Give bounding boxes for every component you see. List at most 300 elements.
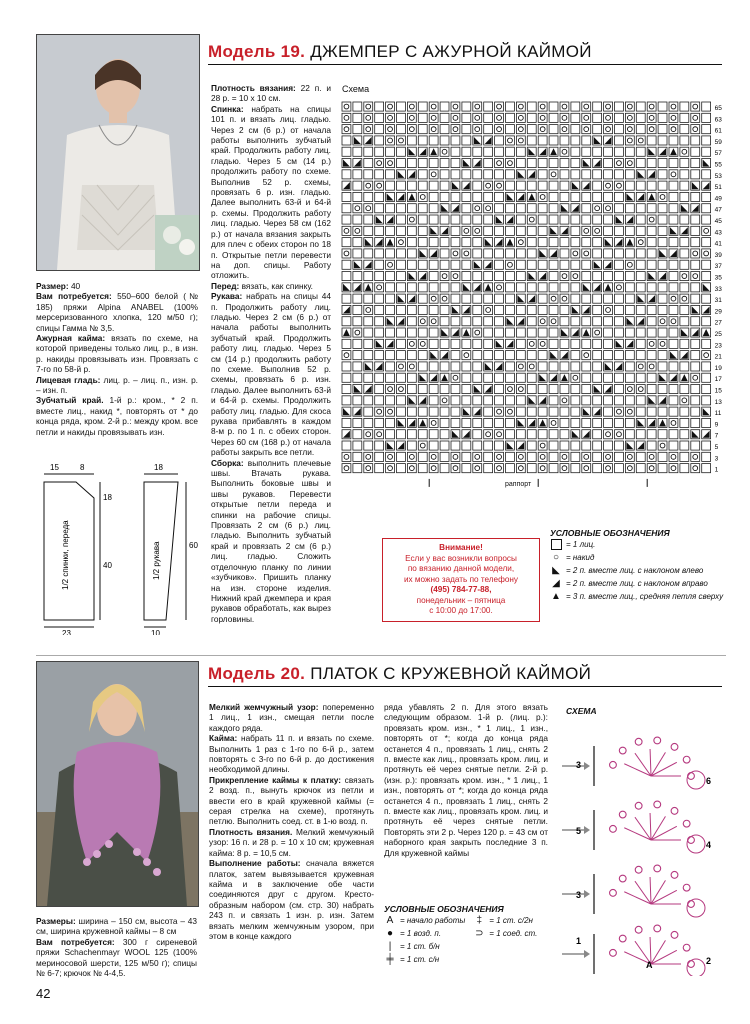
chart-cell xyxy=(658,328,667,337)
decrease-right-mark xyxy=(474,284,481,291)
yarn-over-mark xyxy=(627,466,632,471)
chart-cell xyxy=(636,136,645,145)
chart-row-label: 35 xyxy=(714,274,722,282)
chart-cell xyxy=(549,192,558,201)
chart-cell xyxy=(375,385,384,394)
decrease-right-mark xyxy=(398,193,405,200)
chart-cell xyxy=(691,351,700,360)
chart-cell xyxy=(407,249,416,258)
chart-cell xyxy=(527,328,536,337)
chart-cell xyxy=(506,147,515,156)
m20-legend-left-symbol-0: A xyxy=(386,915,394,926)
chart-cell xyxy=(560,192,569,201)
m19-mid-label-0: Плотность вязания: xyxy=(211,83,296,93)
chart-cell xyxy=(625,362,634,371)
chart-cell xyxy=(702,385,711,394)
decrease-left-mark xyxy=(692,306,699,313)
chart-cell xyxy=(484,226,493,235)
chart-cell xyxy=(636,159,645,168)
chart-cell xyxy=(418,181,427,190)
chart-cell xyxy=(691,249,700,258)
yarn-over-mark xyxy=(693,251,698,256)
chart-cell xyxy=(462,362,471,371)
notice-line-2: по вязанию данной модели, xyxy=(407,564,515,573)
yarn-over-mark xyxy=(475,104,480,109)
m19-mid-text-2: вязать, как спинку. xyxy=(239,280,313,291)
m20-legend-left-text-3: = 1 ст. с/н xyxy=(400,955,440,964)
chart-cell xyxy=(364,159,373,168)
m19-left-text-0: 40 xyxy=(68,281,81,291)
chart-row-label: 13 xyxy=(714,398,722,406)
chart-cell xyxy=(440,260,449,269)
chart-cell xyxy=(527,317,536,326)
chart-cell xyxy=(516,181,525,190)
chart-cell xyxy=(495,113,504,122)
m20-col1-paragraph-1 xyxy=(209,733,374,775)
chart-cell xyxy=(549,272,558,281)
chart-cell xyxy=(636,147,645,156)
chart-cell xyxy=(495,159,504,168)
chart-cell xyxy=(429,102,438,111)
chart-cell xyxy=(342,362,351,371)
yarn-over-mark xyxy=(366,308,371,313)
chart-cell xyxy=(615,226,624,235)
yarn-over-mark xyxy=(693,274,698,279)
chart-cell xyxy=(680,238,689,247)
decrease-left-mark xyxy=(474,261,481,268)
chart-cell xyxy=(375,102,384,111)
tri-left-icon: ◣ xyxy=(552,565,560,576)
chart-cell xyxy=(495,407,504,416)
chart-cell xyxy=(342,418,351,427)
chart-cell xyxy=(495,181,504,190)
chart-cell xyxy=(647,430,656,439)
decrease-left-mark xyxy=(452,182,459,189)
chart-cell xyxy=(549,362,558,371)
chart-cell xyxy=(429,418,438,427)
chart-cell xyxy=(593,272,602,281)
yarn-over-mark xyxy=(420,443,425,448)
chart-cell xyxy=(604,147,613,156)
chain-stitch-loop xyxy=(610,889,617,896)
chart-cell xyxy=(418,294,427,303)
yarn-over-mark xyxy=(453,466,458,471)
chart-cell xyxy=(604,249,613,258)
yarn-over-mark xyxy=(388,262,393,267)
decrease-left-mark xyxy=(605,363,612,370)
chart-cell xyxy=(473,396,482,405)
chart-cell xyxy=(397,430,406,439)
chart-cell xyxy=(407,136,416,145)
chart-cell xyxy=(353,226,362,235)
chart-cell xyxy=(440,339,449,348)
model19-title: ДЖЕМПЕР С АЖУРНОЙ КАЙМОЙ xyxy=(310,42,592,61)
chart-cell xyxy=(342,136,351,145)
chart-cell xyxy=(495,204,504,213)
chart-cell xyxy=(484,204,493,213)
chain-stitch-loop xyxy=(688,961,695,968)
chart-cell xyxy=(516,204,525,213)
chart-row-label: 7 xyxy=(714,432,719,440)
chain-stitch-loop xyxy=(683,944,690,951)
chart-cell xyxy=(516,305,525,314)
chart-cell xyxy=(615,452,624,461)
chart-cell xyxy=(604,452,613,461)
chart-cell xyxy=(429,464,438,473)
chart-row-label: 47 xyxy=(714,206,722,214)
chart-cell xyxy=(440,113,449,122)
chart-cell xyxy=(418,452,427,461)
yarn-over-mark xyxy=(693,104,698,109)
chart-cell xyxy=(473,339,482,348)
chart-cell xyxy=(516,430,525,439)
chart-cell xyxy=(604,272,613,281)
m19-left-text-1: 550–600 белой (№ 185) пряжи Alpina ANABEL (100% мерсеризованного хлопка, 120 м/50 г); спицы Гамма № 3,5. xyxy=(36,291,198,333)
decrease-left-mark xyxy=(343,284,350,291)
chart-cell xyxy=(593,396,602,405)
chart-cell xyxy=(625,136,634,145)
yarn-over-mark xyxy=(486,308,491,313)
decrease-right-mark xyxy=(550,374,557,381)
chart-cell xyxy=(506,430,515,439)
chart-cell xyxy=(658,452,667,461)
chart-cell xyxy=(647,328,656,337)
chart-cell xyxy=(571,317,580,326)
chart-cell xyxy=(451,385,460,394)
chart-cell xyxy=(527,159,536,168)
chart-cell xyxy=(538,441,547,450)
yarn-over-mark xyxy=(660,195,665,200)
chart-cell xyxy=(669,215,678,224)
chart-cell xyxy=(636,464,645,473)
chart-cell xyxy=(473,249,482,258)
chart-cell xyxy=(625,407,634,416)
decrease-left-mark xyxy=(692,431,699,438)
chart-cell xyxy=(702,113,711,122)
chart-cell xyxy=(516,385,525,394)
chart-cell xyxy=(636,272,645,281)
chart-cell xyxy=(571,283,580,292)
yarn-over-mark xyxy=(617,183,622,188)
chart-cell xyxy=(495,373,504,382)
chart-cell xyxy=(625,418,634,427)
chart-cell xyxy=(538,464,547,473)
legend-item-0 xyxy=(550,538,726,551)
m19-mid-text-4: выполнить плечевые швы. Втачать рукава. Выполнить боковые швы и швы рукавов. Перевести открытые петли переда и спинки на рабочие спицы. Провязать 2 см (6 р.) лиц. гладью. Выполнить зубчатый край и провязать 2 см (6 р.) лиц. гладью. Сложить отделочную планку по линии «зубчиков». Пришить планку на изн. стороне изделия. Нижний край джемпера и края рукавов обработать, как вырез горловины. xyxy=(211,457,331,624)
yarn-over-mark xyxy=(431,296,436,301)
chart-cell xyxy=(342,249,351,258)
model19-left-text xyxy=(36,281,198,437)
chart-cell xyxy=(669,283,678,292)
chart-cell xyxy=(364,305,373,314)
chart-cell xyxy=(516,362,525,371)
tri-right-icon: ◢ xyxy=(552,578,560,589)
chart-cell xyxy=(484,272,493,281)
chart-cell xyxy=(582,441,591,450)
chart-cell xyxy=(386,328,395,337)
chart-cell xyxy=(462,373,471,382)
m19-left-label-1: Вам потребуется: xyxy=(36,291,112,302)
chart-cell xyxy=(462,441,471,450)
chart-row-label: 65 xyxy=(714,105,722,112)
chart-cell xyxy=(593,125,602,134)
decrease-right-mark xyxy=(441,227,448,234)
chart-cell xyxy=(593,170,602,179)
decrease-right-mark xyxy=(474,160,481,167)
chart-cell xyxy=(680,102,689,111)
chart-cell xyxy=(669,396,678,405)
chart-cell xyxy=(462,204,471,213)
decrease-right-mark xyxy=(703,182,710,189)
model20-legend xyxy=(384,904,554,966)
chart-cell xyxy=(516,113,525,122)
chart-cell xyxy=(484,407,493,416)
chart-cell xyxy=(495,351,504,360)
yarn-over-mark xyxy=(671,319,676,324)
decrease-left-mark xyxy=(583,408,590,415)
decrease-left-mark xyxy=(670,352,677,359)
yarn-over-mark xyxy=(584,104,589,109)
yarn-over-mark xyxy=(638,138,643,143)
chart-cell xyxy=(440,272,449,281)
chart-cell xyxy=(680,215,689,224)
decrease-left-mark xyxy=(343,160,350,167)
decrease-right-mark xyxy=(528,171,535,178)
chart-cell xyxy=(473,181,482,190)
chart-cell xyxy=(484,317,493,326)
chart-cell xyxy=(669,260,678,269)
chart-cell xyxy=(538,204,547,213)
chart-cell xyxy=(484,249,493,258)
yarn-over-mark xyxy=(584,228,589,233)
chart-cell xyxy=(506,102,515,111)
chart-cell xyxy=(462,339,471,348)
chart-cell xyxy=(386,362,395,371)
chart-row-label: 39 xyxy=(714,251,722,259)
chart-cell xyxy=(647,113,656,122)
chart-cell xyxy=(386,418,395,427)
yarn-over-mark xyxy=(431,127,436,132)
chart-cell xyxy=(658,407,667,416)
chart-cell xyxy=(418,136,427,145)
chart-cell xyxy=(462,192,471,201)
chart-cell xyxy=(538,102,547,111)
decrease-left-mark xyxy=(441,205,448,212)
chart-cell xyxy=(397,147,406,156)
chart-cell xyxy=(429,113,438,122)
yarn-over-mark xyxy=(377,183,382,188)
dim-top-right: 8 xyxy=(80,463,85,472)
decrease-right-mark xyxy=(387,216,394,223)
chart-cell xyxy=(375,407,384,416)
chart-cell xyxy=(407,373,416,382)
chart-cell xyxy=(549,385,558,394)
decrease-right-mark xyxy=(572,205,579,212)
yarn-over-mark xyxy=(399,240,404,245)
chart-cell xyxy=(397,452,406,461)
chart-cell xyxy=(560,452,569,461)
yarn-over-mark xyxy=(366,466,371,471)
tri-up-icon: ▲ xyxy=(551,591,561,602)
chart-cell xyxy=(418,159,427,168)
decrease-right-mark xyxy=(376,363,383,370)
chart-cell xyxy=(691,159,700,168)
chart-cell xyxy=(375,204,384,213)
chart-cell xyxy=(397,407,406,416)
chart-cell xyxy=(604,181,613,190)
gray-arrow-icon xyxy=(584,826,590,834)
yarn-over-mark xyxy=(518,364,523,369)
chart-cell xyxy=(440,102,449,111)
yarn-over-mark xyxy=(464,228,469,233)
m20-legend-right-item-1 xyxy=(473,927,537,940)
picot-loop xyxy=(687,835,705,853)
chart-cell xyxy=(538,226,547,235)
chart-cell xyxy=(418,283,427,292)
m20-col1-label-1: Кайма: xyxy=(209,733,238,744)
yarn-over-mark xyxy=(431,421,436,426)
yarn-over-mark xyxy=(518,466,523,471)
chart-cell xyxy=(549,441,558,450)
yarn-over-mark xyxy=(562,127,567,132)
chart-cell xyxy=(451,102,460,111)
decrease-left-mark xyxy=(354,137,361,144)
chart-cell xyxy=(571,260,580,269)
chart-cell xyxy=(615,102,624,111)
decrease-right-mark xyxy=(583,306,590,313)
chart-cell xyxy=(364,351,373,360)
double-crochet-ray xyxy=(650,749,651,776)
decrease-left-mark xyxy=(681,205,688,212)
yarn-over-mark xyxy=(649,104,654,109)
chart-cell xyxy=(636,181,645,190)
decrease-right-mark xyxy=(561,352,568,359)
chart-cell xyxy=(516,464,525,473)
m20-col1-paragraph-4 xyxy=(209,858,374,941)
chart-cell xyxy=(702,170,711,179)
chart-cell xyxy=(549,418,558,427)
chart-cell xyxy=(375,125,384,134)
chart-cell xyxy=(386,272,395,281)
decrease-left-mark xyxy=(485,363,492,370)
chart-cell xyxy=(527,339,536,348)
chart-cell xyxy=(527,407,536,416)
chart-cell xyxy=(353,430,362,439)
chart-cell xyxy=(702,351,711,360)
yarn-over-mark xyxy=(584,454,589,459)
chart-cell xyxy=(593,204,602,213)
chart-cell xyxy=(680,362,689,371)
m20-col1-text-3: Мелкий жемчужный узор: 16 п. и 28 р. = 10 х 10 см; кружевная кайма: 8 р. = 10,5 см. xyxy=(209,826,374,858)
chart-cell xyxy=(669,238,678,247)
chart-cell xyxy=(418,317,427,326)
yarn-over-mark xyxy=(638,364,643,369)
yarn-over-mark xyxy=(475,206,480,211)
chart-cell xyxy=(549,328,558,337)
chart-cell xyxy=(615,147,624,156)
chart-cell xyxy=(440,418,449,427)
yarn-over-mark xyxy=(595,206,600,211)
chart-cell xyxy=(375,226,384,235)
chart-cell xyxy=(506,407,515,416)
chart-row-label: 11 xyxy=(714,410,722,418)
chart-cell xyxy=(702,136,711,145)
chart-cell xyxy=(462,294,471,303)
m20-left-label-1: Вам потребуется: xyxy=(36,936,115,947)
chart-cell xyxy=(451,407,460,416)
chart-cell xyxy=(647,125,656,134)
chart-cell xyxy=(549,125,558,134)
decrease-right-mark xyxy=(398,442,405,449)
yarn-over-mark xyxy=(388,409,393,414)
chart-cell xyxy=(462,136,471,145)
decrease-right-mark xyxy=(681,352,688,359)
chart-cell xyxy=(506,113,515,122)
chart-cell xyxy=(691,238,700,247)
chart-cell xyxy=(386,452,395,461)
chart-cell xyxy=(495,249,504,258)
chart-cell xyxy=(364,464,373,473)
yarn-over-mark xyxy=(627,127,632,132)
chart-cell xyxy=(549,102,558,111)
chart-cell xyxy=(451,396,460,405)
scheme-row-label-1: 6 xyxy=(706,776,712,786)
dim-side-upper: 18 xyxy=(103,493,112,502)
decrease-left-mark xyxy=(398,171,405,178)
chart-cell xyxy=(516,159,525,168)
chart-cell xyxy=(669,385,678,394)
chart-cell xyxy=(451,260,460,269)
yarn-over-mark xyxy=(606,127,611,132)
yarn-over-mark xyxy=(497,127,502,132)
chart-cell xyxy=(516,339,525,348)
chart-cell xyxy=(495,430,504,439)
yarn-over-mark xyxy=(355,330,360,335)
yarn-over-mark xyxy=(595,330,600,335)
chart-cell xyxy=(680,147,689,156)
chart-row-label: 27 xyxy=(714,319,722,327)
chart-cell xyxy=(549,238,558,247)
m20-legend-right-symbol-1: ⊃ xyxy=(475,928,484,939)
decrease-left-mark xyxy=(376,340,383,347)
chart-cell xyxy=(593,418,602,427)
yarn-over-mark xyxy=(420,195,425,200)
chart-cell xyxy=(429,328,438,337)
yarn-over-mark xyxy=(627,454,632,459)
chart-cell xyxy=(342,385,351,394)
decrease-left-mark xyxy=(692,182,699,189)
chart-cell xyxy=(484,441,493,450)
yarn-over-mark xyxy=(409,341,414,346)
decrease-right-mark xyxy=(583,431,590,438)
chart-cell xyxy=(702,215,711,224)
chart-cell xyxy=(560,396,569,405)
chart-cell xyxy=(549,464,558,473)
chart-cell xyxy=(418,464,427,473)
chart-cell xyxy=(560,317,569,326)
chart-cell xyxy=(549,113,558,122)
decrease-left-mark xyxy=(365,239,372,246)
scheme-row-label-6: 2 xyxy=(706,956,712,966)
m20-legend-left-item-0 xyxy=(384,914,465,927)
yarn-over-mark xyxy=(486,206,491,211)
chart-cell xyxy=(342,294,351,303)
decrease-left-mark xyxy=(539,374,546,381)
chart-cell xyxy=(593,373,602,382)
chart-cell xyxy=(364,249,373,258)
chart-cell xyxy=(397,226,406,235)
double-decrease-mark xyxy=(561,374,568,381)
